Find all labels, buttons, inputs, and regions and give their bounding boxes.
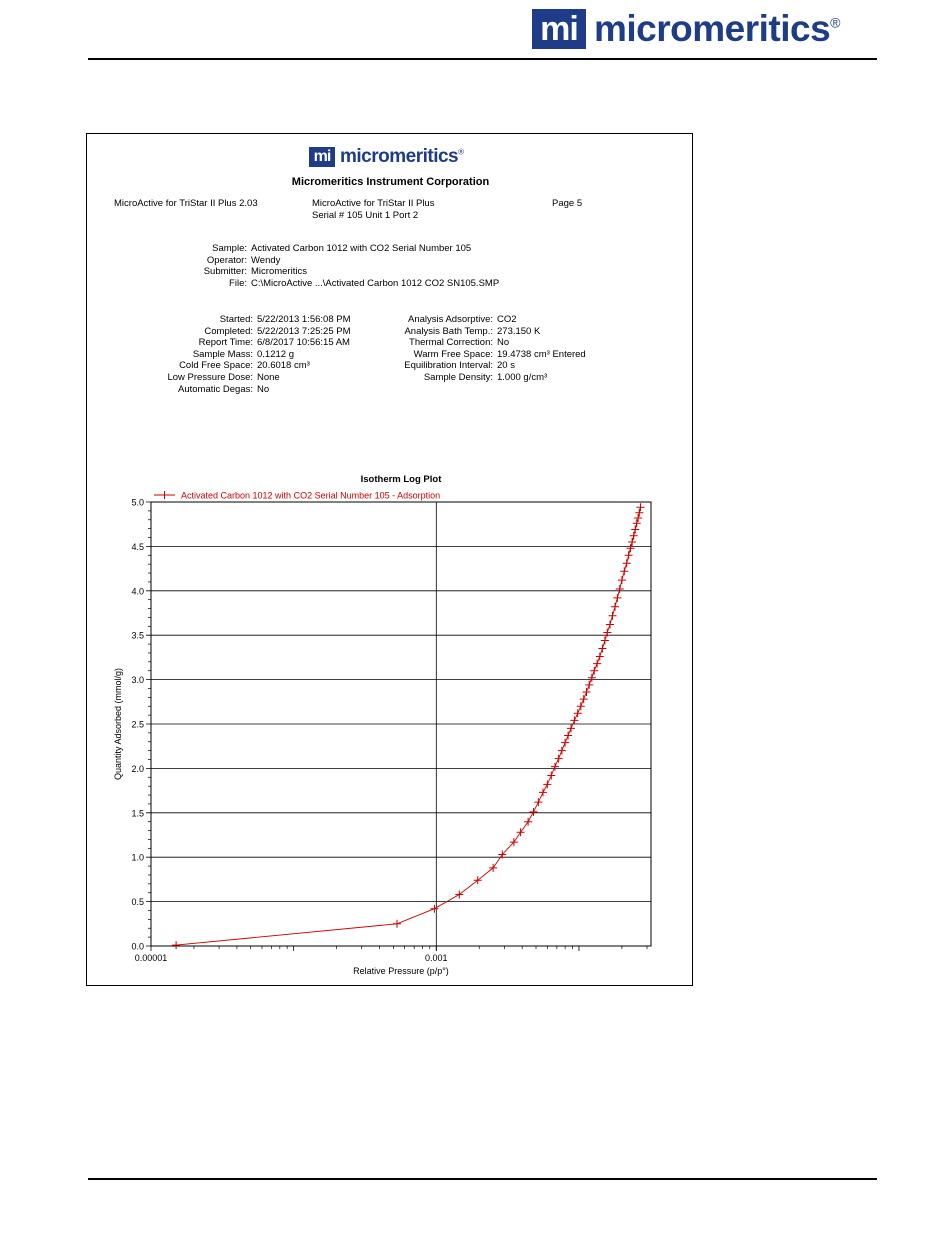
data-point bbox=[631, 526, 639, 534]
minor-ticks bbox=[148, 511, 647, 951]
cold-free-space-row: Cold Free Space: 20.6018 cm³ bbox=[179, 360, 310, 372]
report-time-row: Report Time: 6/8/2017 10:56:15 AM bbox=[198, 337, 350, 349]
sample-info bbox=[87, 243, 499, 289]
data-point bbox=[580, 695, 588, 703]
data-point bbox=[593, 660, 601, 668]
chart-legend bbox=[154, 491, 440, 501]
x-tick-label: 0.00001 bbox=[134, 953, 168, 963]
footer-rule bbox=[88, 1178, 877, 1180]
y-tick-label: 0.5 bbox=[131, 897, 144, 908]
legend-label: Activated Carbon 1012 with CO2 Serial Number 105 - Adsorption bbox=[181, 490, 441, 501]
data-point bbox=[393, 920, 401, 928]
data-point bbox=[609, 612, 617, 620]
data-point bbox=[596, 653, 604, 661]
software-version: MicroActive for TriStar II Plus 2.03 bbox=[114, 198, 258, 209]
y-tick-label: 2.0 bbox=[131, 763, 144, 774]
thermal-correction-row: Thermal Correction: No bbox=[409, 337, 510, 349]
y-tick-label: 1.0 bbox=[131, 852, 144, 863]
company-name: Micromeritics Instrument Corporation bbox=[291, 176, 490, 188]
sample-mass-row: Sample Mass: 0.1212 g bbox=[192, 348, 294, 360]
completed-row: Completed: 5/22/2013 7:25:25 PM bbox=[204, 325, 351, 337]
data-point bbox=[616, 585, 624, 593]
data-point bbox=[530, 808, 538, 816]
y-axis-label: Quantity Adsorbed (mmol/g) bbox=[113, 667, 123, 781]
y-tick-label: 0.0 bbox=[131, 941, 144, 952]
data-point bbox=[628, 538, 636, 546]
data-point bbox=[583, 688, 591, 696]
equilibration-interval-row: Equilibration Interval: 20 s bbox=[404, 360, 515, 372]
data-point bbox=[611, 603, 619, 611]
data-point bbox=[430, 905, 438, 913]
data-point bbox=[633, 519, 641, 527]
data-point bbox=[570, 716, 578, 724]
data-point bbox=[598, 645, 606, 653]
data-point bbox=[613, 594, 621, 602]
bath-temp-row: Analysis Bath Temp.: 273.150 K bbox=[404, 325, 541, 337]
data-point bbox=[627, 544, 635, 552]
data-point bbox=[539, 788, 547, 796]
automatic-degas-row: Automatic Degas: No bbox=[178, 383, 270, 395]
data-point bbox=[574, 709, 582, 717]
data-point bbox=[635, 509, 643, 517]
run-parameters-left bbox=[87, 314, 351, 395]
data-point bbox=[555, 755, 563, 763]
data-point bbox=[634, 514, 642, 522]
logo-wordmark: micromeritics® bbox=[594, 8, 840, 49]
data-point bbox=[567, 724, 575, 732]
data-point bbox=[561, 739, 569, 747]
series-points bbox=[172, 503, 644, 949]
data-point bbox=[590, 667, 598, 675]
data-point bbox=[577, 702, 585, 710]
report-logo-mark: mi bbox=[309, 147, 335, 167]
submitter-row: Submitter: Micromeritics bbox=[203, 266, 307, 278]
data-point bbox=[558, 747, 566, 755]
warm-free-space-row: Warm Free Space: 19.4738 cm³ Entered bbox=[413, 348, 586, 360]
legend-marker bbox=[161, 491, 169, 499]
grid-lines bbox=[146, 502, 651, 951]
report-page bbox=[86, 133, 693, 986]
y-tick-label: 1.5 bbox=[131, 808, 144, 819]
data-point bbox=[564, 732, 572, 740]
y-tick-label: 3.5 bbox=[131, 630, 144, 641]
data-point bbox=[524, 818, 532, 826]
data-point bbox=[623, 559, 631, 567]
data-point bbox=[455, 891, 463, 899]
adsorptive-row: Analysis Adsorptive: CO2 bbox=[407, 314, 517, 325]
data-point bbox=[606, 621, 614, 629]
data-point bbox=[547, 772, 555, 780]
chart-title: Isotherm Log Plot bbox=[360, 474, 442, 485]
header-rule bbox=[88, 58, 877, 60]
report-logo-wordmark: micromeritics® bbox=[340, 146, 464, 167]
started-row: Started: 5/22/2013 1:56:08 PM bbox=[219, 314, 351, 325]
y-tick-label: 4.5 bbox=[131, 541, 144, 552]
x-axis-label: Relative Pressure (p/p°) bbox=[353, 966, 449, 976]
instrument-serial: Serial # 105 Unit 1 Port 2 bbox=[312, 210, 419, 221]
x-tick-labels bbox=[135, 953, 448, 963]
instrument-name: MicroActive for TriStar II Plus bbox=[312, 198, 435, 209]
sample-row: Sample: Activated Carbon 1012 with CO2 Serial Number 105 bbox=[212, 243, 472, 254]
data-point bbox=[625, 551, 633, 559]
low-pressure-dose-row: Low Pressure Dose: None bbox=[167, 371, 280, 383]
y-tick-label: 2.5 bbox=[131, 719, 144, 730]
isotherm-chart bbox=[87, 464, 692, 979]
y-tick-labels bbox=[131, 498, 144, 952]
operator-row: Operator: Wendy bbox=[206, 254, 281, 266]
sample-density-row: Sample Density: 1.000 g/cm³ bbox=[423, 371, 548, 383]
data-point bbox=[172, 941, 180, 949]
header-logo bbox=[532, 8, 840, 50]
data-point bbox=[630, 532, 638, 540]
data-point bbox=[534, 798, 542, 806]
data-point bbox=[585, 681, 593, 689]
data-point bbox=[637, 503, 645, 511]
y-tick-label: 3.0 bbox=[131, 675, 144, 686]
page-number: Page 5 bbox=[552, 198, 583, 209]
data-point bbox=[588, 674, 596, 682]
y-tick-label: 5.0 bbox=[131, 497, 144, 508]
data-point bbox=[551, 763, 559, 771]
data-point bbox=[543, 780, 551, 788]
file-row: File: C:\MicroActive ...\Activated Carbon 1012 CO2 SN105.SMP bbox=[229, 277, 500, 289]
run-parameters-right bbox=[337, 314, 586, 384]
x-tick-label: 0.001 bbox=[425, 953, 448, 963]
logo-mark: mi bbox=[532, 9, 586, 49]
report-logo bbox=[309, 146, 464, 168]
data-point bbox=[517, 828, 525, 836]
data-point bbox=[601, 637, 609, 645]
y-tick-label: 4.0 bbox=[131, 586, 144, 597]
data-point bbox=[620, 567, 628, 575]
data-point bbox=[618, 576, 626, 584]
